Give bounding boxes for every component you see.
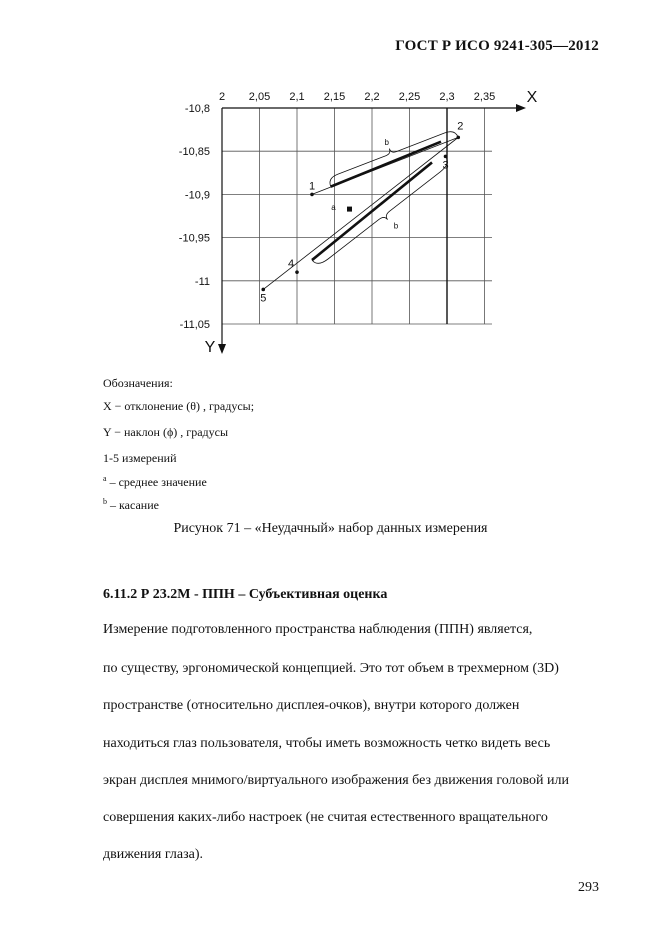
legend-tangent-text: – касание xyxy=(107,498,159,512)
body-line-2-text: по существу, эргономической концепцией. Это тот объем в трехмерном (3D) xyxy=(103,661,559,676)
body-line-5 xyxy=(103,773,600,789)
legend-mean-marker: a xyxy=(103,474,107,483)
mean-point xyxy=(347,207,352,212)
body-line-1 xyxy=(103,622,600,638)
x-axis-title: X xyxy=(526,89,538,106)
tangent-label-upper: b xyxy=(384,137,389,147)
body-line-6-text: совершения каких-либо настроек (не считая естественного вращательного xyxy=(103,810,548,825)
point-label: 1 xyxy=(308,180,316,193)
x-tick-label: 2,2 xyxy=(364,91,380,103)
legend-mean xyxy=(103,474,207,490)
legend-tangent xyxy=(103,497,159,513)
x-tick-label: 2,35 xyxy=(473,91,496,103)
x-tick-label: 2,05 xyxy=(248,91,271,103)
legend-measurements: 1-5 измерений xyxy=(103,451,177,465)
x-tick-label: 2,15 xyxy=(323,91,346,103)
page-number: 293 xyxy=(578,880,599,895)
body-line-7 xyxy=(103,847,600,863)
y-tick-label: -10,9 xyxy=(184,189,210,202)
measurement-point xyxy=(261,288,265,292)
point-label: 5 xyxy=(260,292,267,305)
y-axis-arrow-icon xyxy=(218,344,226,354)
y-tick-label: -11 xyxy=(194,275,210,288)
legend-x-definition: X − отклонение (θ) , градусы; xyxy=(103,399,255,413)
tangent-label-lower: b xyxy=(393,221,399,231)
legend-y-definition: Y − наклон (ϕ) , градусы xyxy=(103,425,229,439)
point-label: 2 xyxy=(457,120,464,133)
body-line-2 xyxy=(103,661,600,677)
legend-title: Обозначения: xyxy=(103,376,173,390)
y-tick-label: -11,05 xyxy=(179,319,210,331)
y-tick-label: -10,95 xyxy=(178,232,210,245)
body-line-7-text: движения глаза). xyxy=(103,847,203,862)
document-header: ГОСТ Р ИСО 9241-305—2012 xyxy=(395,38,599,54)
measurement-chart xyxy=(160,80,540,360)
measurement-point xyxy=(295,270,299,274)
body-line-4 xyxy=(103,736,600,752)
body-line-6 xyxy=(103,810,600,826)
x-tick-label: 2,25 xyxy=(398,91,421,103)
point-label: 3 xyxy=(442,159,449,172)
point-label: 4 xyxy=(287,258,295,271)
mean-point-label: a xyxy=(331,203,336,213)
x-tick-label: 2,3 xyxy=(439,91,455,103)
x-tick-label: 2 xyxy=(218,91,226,103)
measurement-point xyxy=(310,193,314,197)
figure-caption: Рисунок 71 – «Неудачный» набор данных измерения xyxy=(173,521,488,536)
legend-mean-text: – среднее значение xyxy=(106,475,207,489)
body-line-1-text: Измерение подготовленного пространства наблюдения (ППН) является, xyxy=(103,622,533,637)
y-tick-label: -10,85 xyxy=(178,146,210,159)
x-axis-arrow-icon xyxy=(516,104,526,112)
measurement-point xyxy=(444,155,448,159)
section-title: 6.11.2 Р 23.2М - ППН – Субъективная оценка xyxy=(103,587,388,602)
y-tick-label: -10,8 xyxy=(184,103,210,115)
legend-tangent-marker: b xyxy=(103,497,107,506)
x-tick-label: 2,1 xyxy=(289,91,305,103)
measurement-point xyxy=(456,136,460,140)
body-line-3 xyxy=(103,698,600,714)
body-line-4-text: находиться глаз пользователя, чтобы иметь возможность четко видеть весь xyxy=(103,736,551,751)
body-line-5-text: экран дисплея мнимого/виртуального изображения без движения головой или xyxy=(103,773,570,788)
y-axis-title: Y xyxy=(204,339,216,356)
body-line-3-text: пространстве (относительно дисплея-очков), внутри которого должен xyxy=(103,698,520,713)
